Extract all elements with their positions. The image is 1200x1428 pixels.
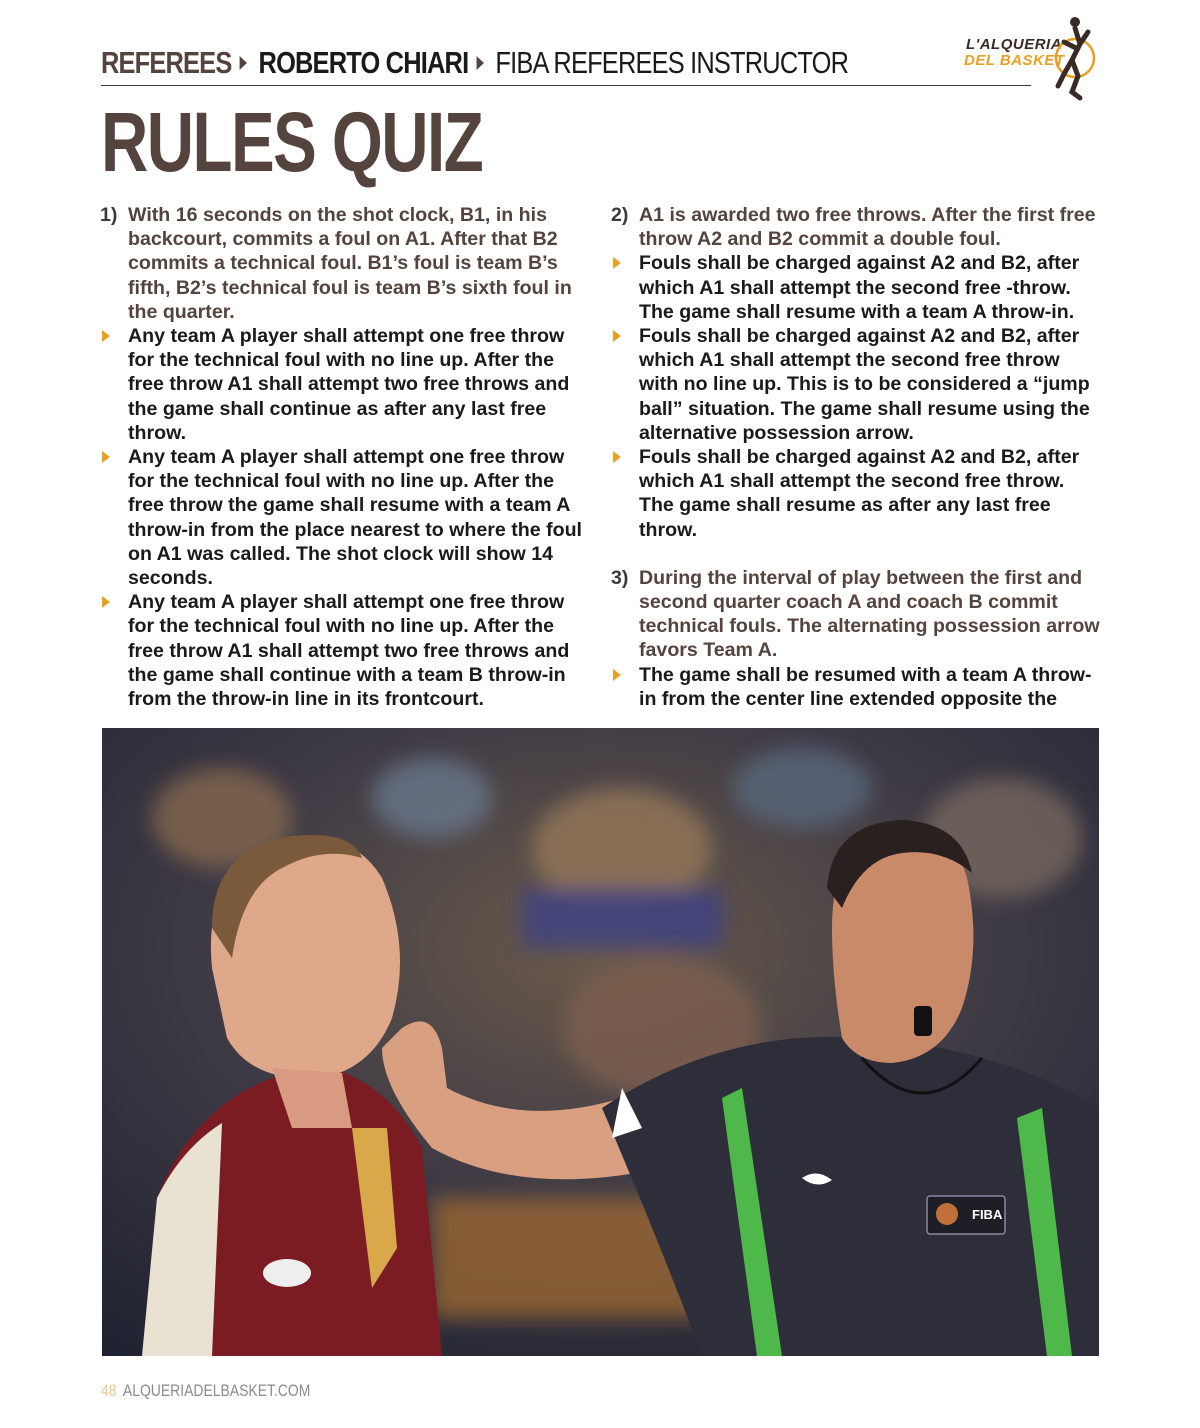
- question-text: With 16 seconds on the shot clock, B1, in his backcourt, commits a foul on A1. After that B2 commits a technical foul. B1’s foul is team B’s fifth, B2’s technical foul is team B’s sixth foul in the quarter.: [128, 204, 572, 323]
- bullet-arrow-icon: [611, 445, 639, 542]
- breadcrumb-role: FIBA REFEREES INSTRUCTOR: [495, 44, 849, 80]
- question-number: 3): [611, 566, 629, 589]
- question-1: [100, 203, 590, 324]
- answer-text: Any team A player shall attempt one free throw for the technical foul with no line up. After the free throw the game shall resume with a team A throw-in from the place nearest to where the foul on A1 was called. The shot clock will show 14 seconds.: [128, 446, 582, 590]
- left-column: [100, 203, 590, 711]
- question-text: A1 is awarded two free throws. After the first free throw A2 and B2 commit a double foul.: [639, 204, 1096, 251]
- answer-option: [100, 445, 590, 590]
- breadcrumb-section: REFEREES: [101, 44, 232, 80]
- breadcrumb-author: ROBERTO CHIARI: [258, 44, 469, 80]
- breadcrumb-arrow-icon: [477, 56, 484, 70]
- answer-text: Fouls shall be charged against A2 and B2, after which A1 shall attempt the second free throw. The game shall resume as after any last free throw.: [639, 446, 1080, 541]
- page-header: [101, 40, 1031, 86]
- answer-option: [100, 590, 590, 711]
- publication-logo: [960, 14, 1100, 104]
- page-number: 48: [101, 1381, 117, 1400]
- page-title: RULES QUIZ: [101, 95, 483, 189]
- answer-text: Fouls shall be charged against A2 and B2, after which A1 shall attempt the second free -throw. The game shall resume with a team A throw-in.: [639, 252, 1080, 323]
- answer-text: Any team A player shall attempt one free throw for the technical foul with no line up. After the free throw A1 shall attempt two free throws and the game shall continue as after any last free throw.: [128, 325, 570, 444]
- logo-text-line1: L'ALQUERIA: [966, 36, 1063, 53]
- answer-option: [611, 324, 1101, 445]
- page-footer: [101, 1381, 310, 1401]
- spacer: [611, 542, 1101, 566]
- answer-option: [611, 663, 1101, 711]
- referee-coach-photo: [102, 728, 1099, 1356]
- question-2: [611, 203, 1101, 251]
- bullet-arrow-icon: [100, 590, 128, 711]
- breadcrumb-arrow-icon: [240, 56, 247, 70]
- question-number: 1): [100, 204, 118, 226]
- question-3: [611, 566, 1101, 663]
- photo-illustration: [102, 728, 1099, 1356]
- answer-option: [611, 445, 1101, 542]
- website-link[interactable]: ALQUERIADELBASKET.COM: [122, 1381, 311, 1400]
- bullet-arrow-icon: [100, 445, 128, 590]
- answer-text: Any team A player shall attempt one free throw for the technical foul with no line up. After the free throw A1 shall attempt two free throws and the game shall continue with a team B throw-in from the throw-in line in its frontcourt.: [128, 591, 570, 711]
- bullet-arrow-icon: [611, 324, 639, 445]
- answer-option: [611, 251, 1101, 324]
- breadcrumb: [101, 45, 848, 81]
- basketball-player-icon: [960, 14, 1100, 104]
- bullet-arrow-icon: [100, 324, 128, 445]
- fiba-badge-text: FIBA: [972, 1207, 1003, 1222]
- bullet-arrow-icon: [611, 663, 639, 711]
- logo-text-line2: DEL BASKET: [964, 52, 1065, 69]
- question-number: 2): [611, 204, 629, 226]
- right-column: [611, 203, 1101, 711]
- bullet-arrow-icon: [611, 251, 639, 324]
- question-text: During the interval of play between the first and second quarter coach A and coach B commit technical fouls. The alternating possession arrow favors Team A.: [639, 566, 1100, 662]
- answer-text: The game shall be resumed with a team A throw-in from the center line extended opposite the: [639, 663, 1092, 710]
- answer-option: [100, 324, 590, 445]
- answer-text: Fouls shall be charged against A2 and B2, after which A1 shall attempt the second free throw with no line up. This is to be considered a “jump ball” situation. The game shall resume using the alternative possession arrow.: [639, 325, 1090, 444]
